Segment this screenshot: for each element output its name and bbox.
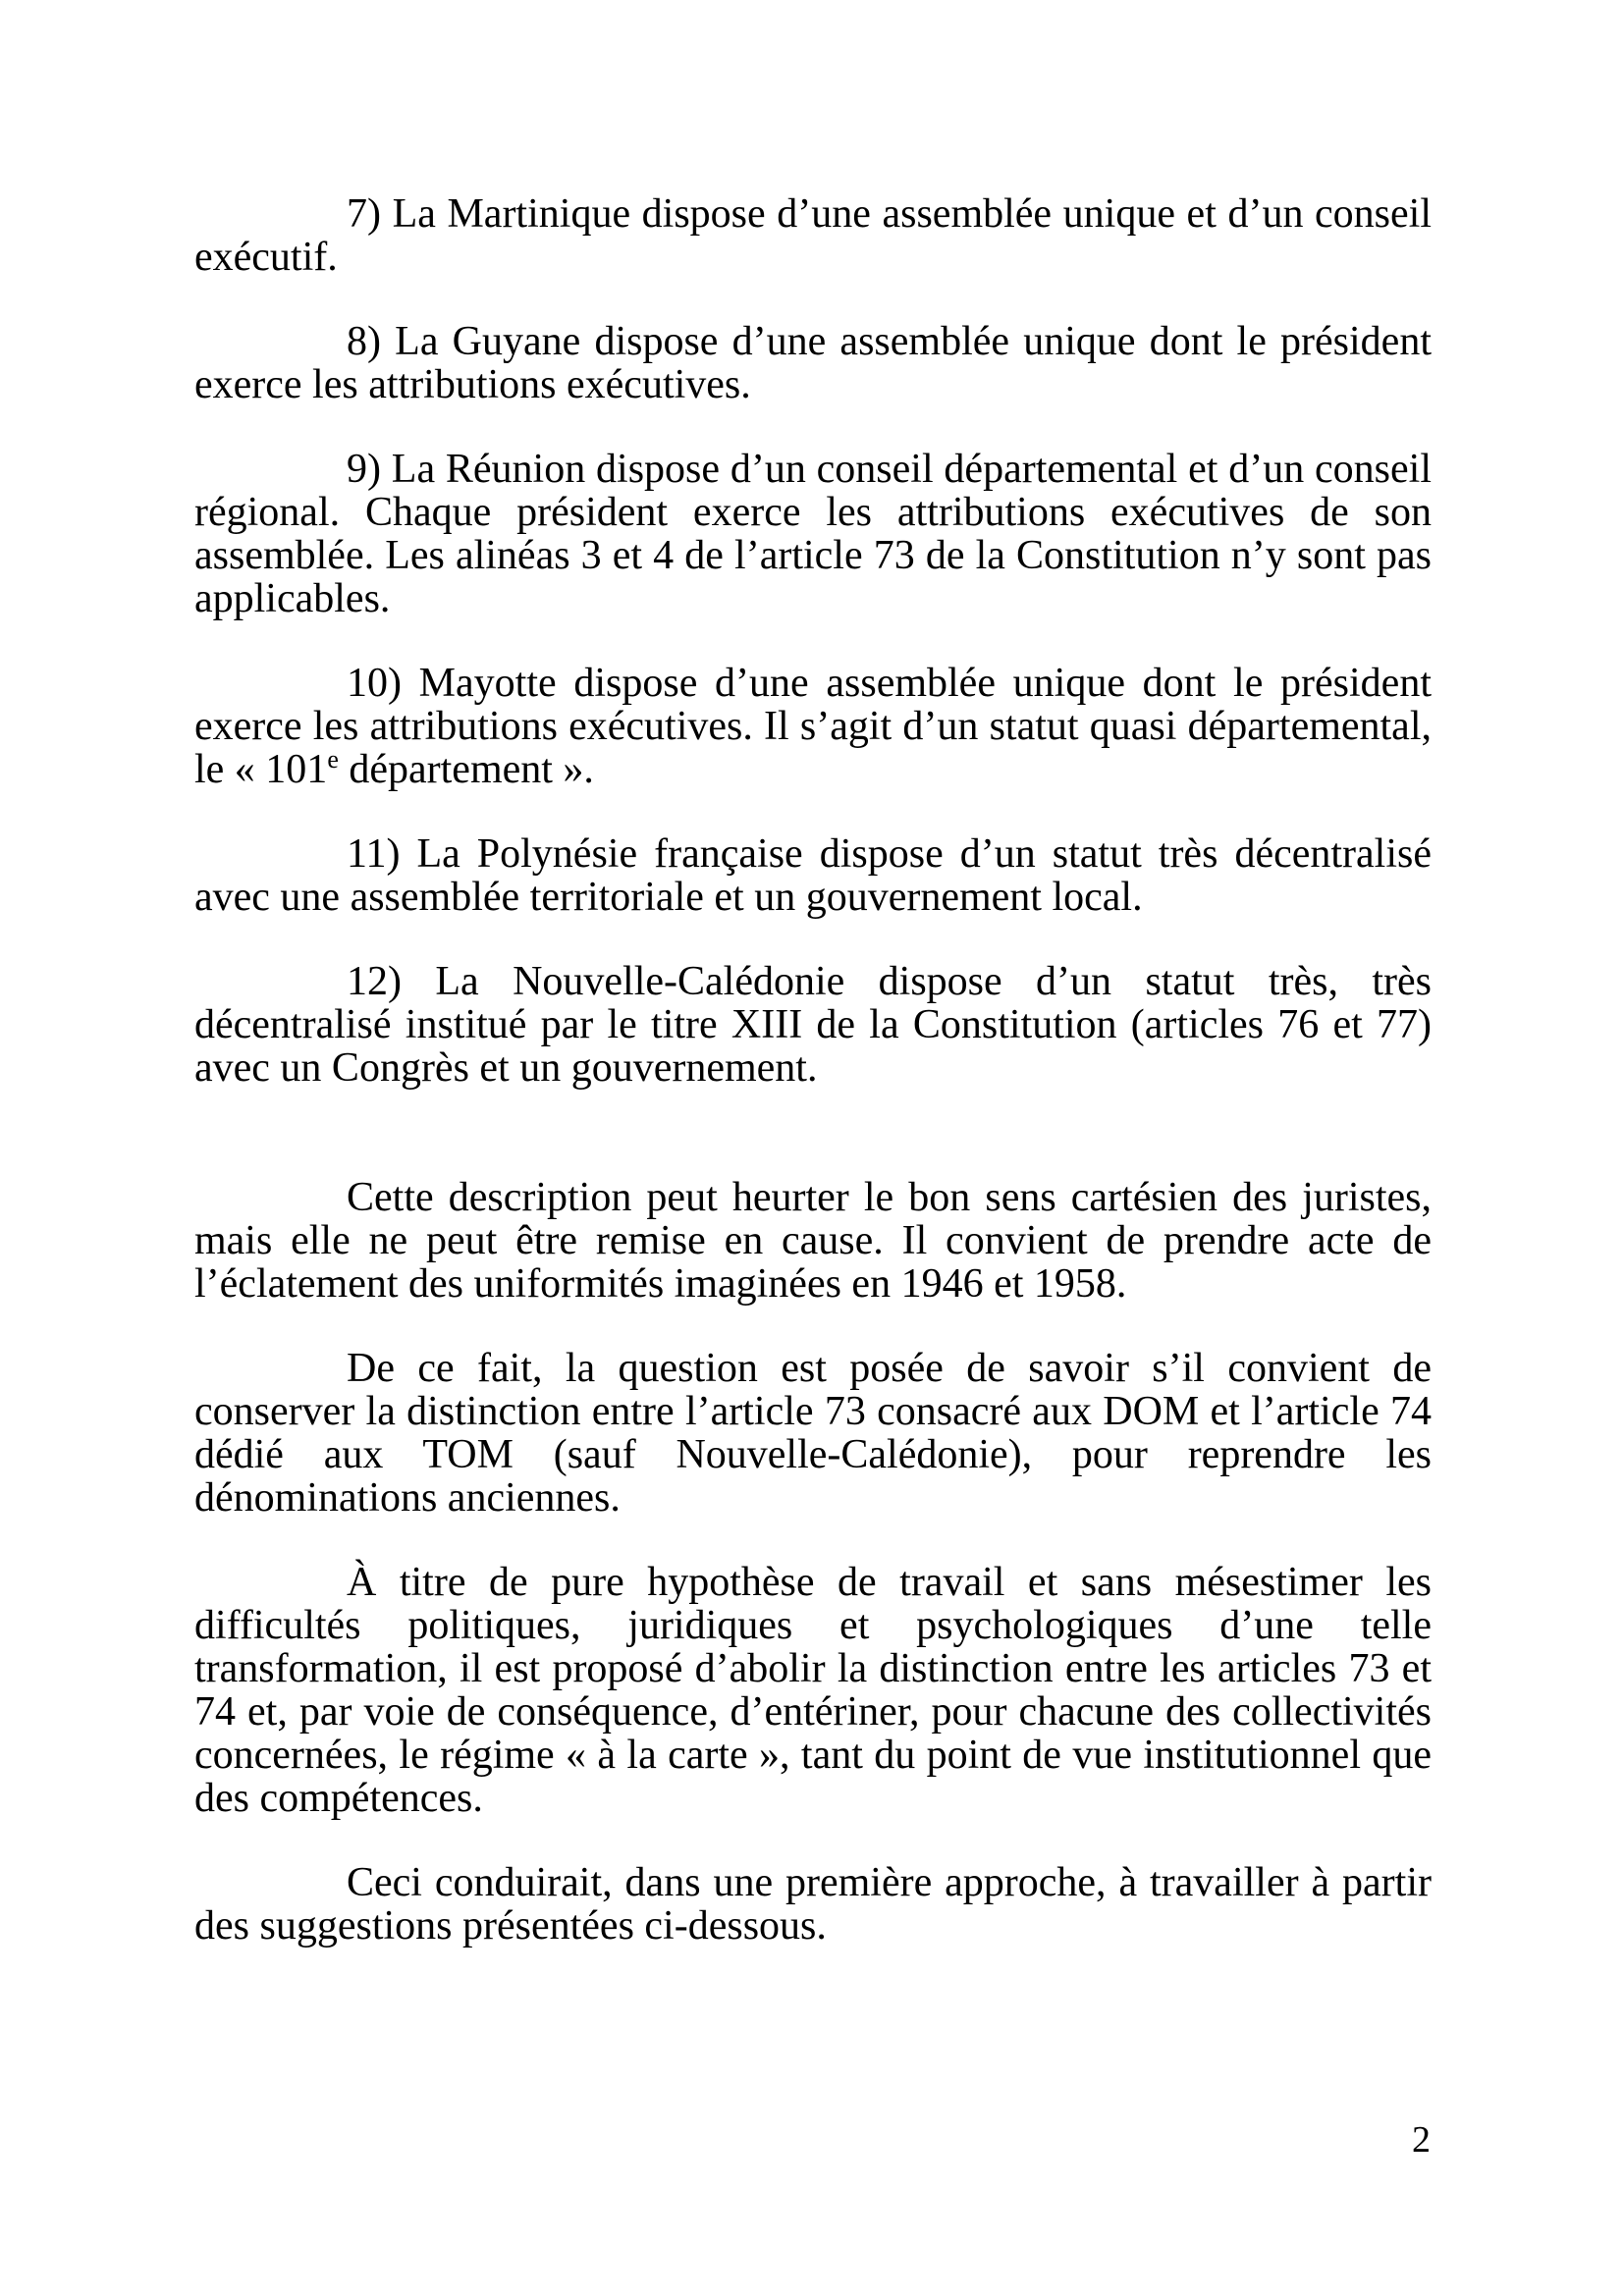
paragraph-10-ordinal-superscript: e — [327, 745, 339, 774]
paragraph-10-text-after-superscript: département ». — [338, 747, 594, 792]
paragraph-16-conclusion: Ceci conduirait, dans une première approche, à travailler à partir des suggestions présentées ci-dessous. — [194, 1860, 1432, 1949]
paragraph-14-question: De ce fait, la question est posée de savoir s’il convient de conserver la distinction entre l’article 73 consacré aux DOM et l’article 74 dédié aux TOM (sauf Nouvelle-Calédonie), pour reprendre les dénominations anciennes. — [194, 1346, 1432, 1521]
page-number: 2 — [1412, 2119, 1431, 2161]
paragraph-13-description: Cette description peut heurter le bon sens cartésien des juristes, mais elle ne peut être remise en cause. Il convient de prendre acte de l’éclatement des uniformités imaginées en 1946 et 1958. — [194, 1175, 1432, 1307]
paragraph-12-nouvelle-caledonie: 12) La Nouvelle-Calédonie dispose d’un statut très, très décentralisé institué par le titre XIII de la Constitution (articles 76 et 77) avec un Congrès et un gouvernement. — [194, 959, 1432, 1091]
paragraph-10-text-before-superscript: 10) Mayotte dispose d’une assemblée unique dont le président exerce les attributions exécutives. Il s’agit d’un statut quasi départemental, le « 101 — [194, 661, 1432, 792]
paragraph-9-reunion: 9) La Réunion dispose d’un conseil départemental et d’un conseil régional. Chaque président exerce les attributions exécutives de son assemblée. Les alinéas 3 et 4 de l’article 73 de la Constitution n’y sont pas applicables. — [194, 447, 1432, 621]
paragraph-8-guyane: 8) La Guyane dispose d’une assemblée unique dont le président exerce les attributions exécutives. — [194, 319, 1432, 407]
paragraph-11-polynesie: 11) La Polynésie française dispose d’un statut très décentralisé avec une assemblée territoriale et un gouvernement local. — [194, 831, 1432, 920]
text-block — [194, 192, 1432, 1989]
paragraph-7-martinique: 7) La Martinique dispose d’une assemblée unique et d’un conseil exécutif. — [194, 191, 1432, 280]
paragraph-15-hypothese: À titre de pure hypothèse de travail et sans mésestimer les difficultés politiques, juridiques et psychologiques d’une telle transformation, il est proposé d’abolir la distinction entre les articles 73 et 74 et, par voie de conséquence, d’entériner, pour chacune des collectivités concernées, le régime « à la carte », tant du point de vue institutionnel que des compétences. — [194, 1560, 1432, 1821]
paragraph-10-mayotte — [194, 662, 1432, 791]
